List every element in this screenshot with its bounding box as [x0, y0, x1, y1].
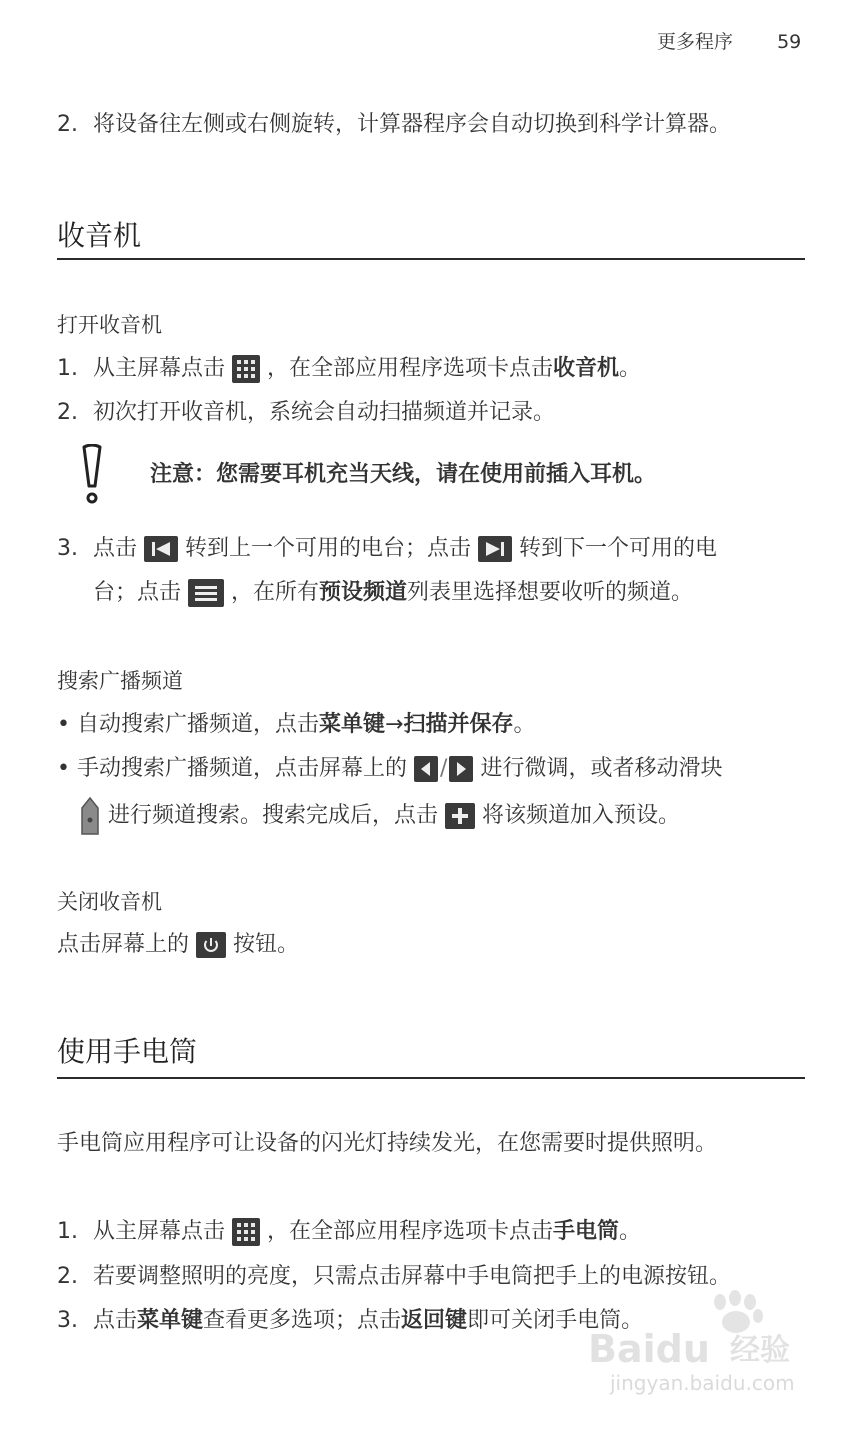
- section-title-flashlight: 使用手电筒: [57, 1035, 198, 1068]
- exclamation-icon: [80, 444, 104, 510]
- watermark-cn: 经验: [730, 1333, 790, 1368]
- flashlight-step-1: 1. 从主屏幕点击 ，在全部应用程序选项卡点击手电筒。: [57, 1219, 642, 1244]
- flashlight-step-3: 3. 点击菜单键查看更多选项；点击返回键即可关闭手电筒。: [57, 1308, 644, 1333]
- calc-step-2: 2. 将设备往左侧或右侧旋转，计算器程序会自动切换到科学计算器。: [57, 112, 732, 137]
- search-bullet-1: • 自动搜索广播频道，点击菜单键→扫描并保存。: [57, 712, 536, 737]
- skip-next-icon: [478, 536, 512, 562]
- apps-grid-icon: [232, 355, 260, 383]
- section-divider: [57, 258, 805, 260]
- preset-list-icon: [188, 579, 224, 607]
- tune-left-icon: [414, 756, 438, 782]
- tune-right-icon: [449, 756, 473, 782]
- radio-step-1: 1. 从主屏幕点击 ，在全部应用程序选项卡点击收音机。: [57, 356, 642, 381]
- note-text: 注意：您需要耳机充当天线，请在使用前插入耳机。: [150, 462, 657, 487]
- close-radio-text: 点击屏幕上的 按钮。: [57, 932, 300, 957]
- section-title-radio: 收音机: [57, 219, 142, 252]
- radio-step-3-cont: 台；点击 ，在所有预设频道列表里选择想要收听的频道。: [93, 580, 694, 605]
- apps-grid-icon: [232, 1218, 260, 1246]
- slider-knob-icon: [79, 796, 101, 836]
- section-divider: [57, 1077, 805, 1079]
- search-bullet-2-cont: 进行频道搜索。搜索完成后，点击 将该频道加入预设。: [72, 796, 680, 836]
- watermark-url: jingyan.baidu.com: [610, 1371, 795, 1395]
- power-icon: [196, 932, 226, 958]
- radio-step-2: 2. 初次打开收音机，系统会自动扫描频道并记录。: [57, 400, 556, 425]
- paw-logo-icon: [714, 1290, 763, 1333]
- subheading-close: 关闭收音机: [57, 890, 162, 914]
- radio-step-3: 3. 点击 转到上一个可用的电台；点击 转到下一个可用的电: [57, 536, 718, 561]
- search-bullet-2: • 手动搜索广播频道，点击屏幕上的 / 进行微调，或者移动滑块: [57, 756, 723, 781]
- add-preset-icon: [445, 803, 475, 829]
- baidu-watermark: [580, 1290, 820, 1400]
- page-number: 59: [777, 31, 802, 53]
- subheading-open-radio: 打开收音机: [57, 313, 162, 337]
- skip-previous-icon: [144, 536, 178, 562]
- flashlight-intro: 手电筒应用程序可让设备的闪光灯持续发光，在您需要时提供照明。: [57, 1131, 718, 1156]
- header-section: 更多程序: [657, 31, 734, 53]
- flashlight-step-2: 2. 若要调整照明的亮度，只需点击屏幕中手电筒把手上的电源按钮。: [57, 1264, 732, 1289]
- subheading-search: 搜索广播频道: [57, 669, 183, 693]
- watermark-brand: Baidu: [588, 1327, 710, 1371]
- running-header: [657, 27, 801, 54]
